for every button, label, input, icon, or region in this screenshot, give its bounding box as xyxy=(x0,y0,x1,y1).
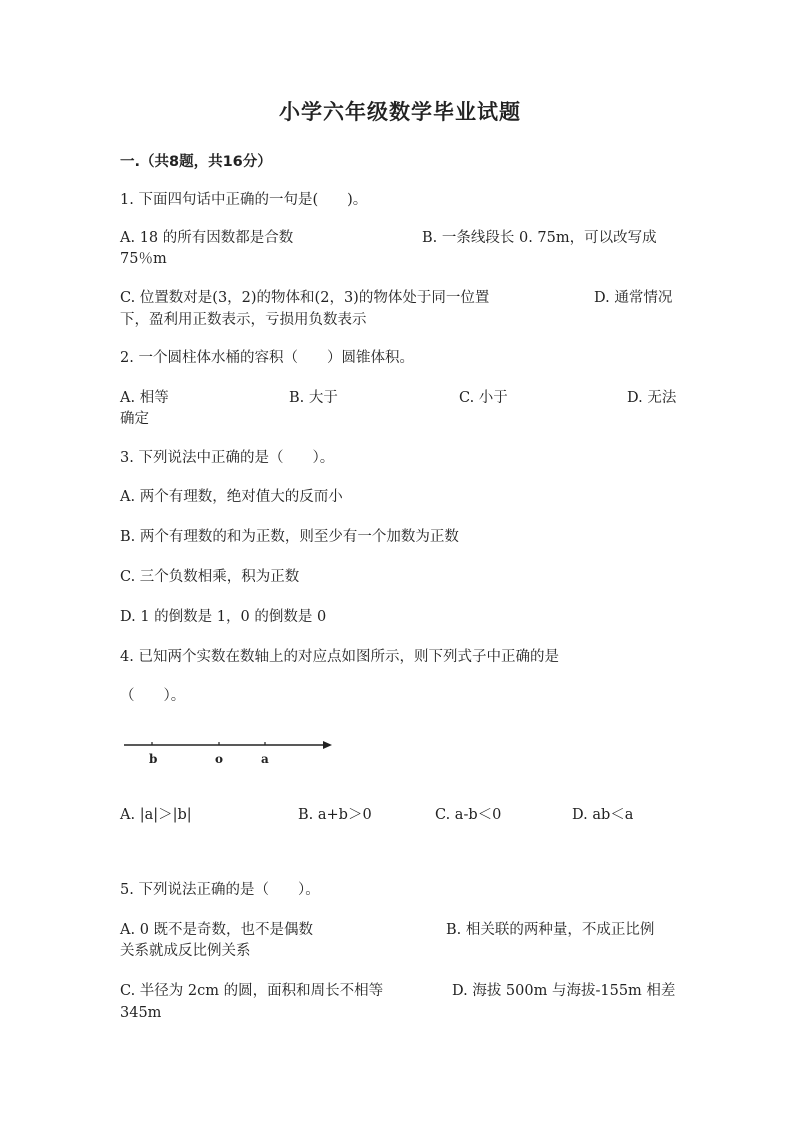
question-3-option-d: D. 1 的倒数是 1，0 的倒数是 0 xyxy=(120,609,327,625)
question-4-option-c: C. a-b＜0 xyxy=(435,807,502,823)
question-4-option-d: D. ab＜a xyxy=(572,807,634,823)
axis-label-b: b xyxy=(149,752,158,766)
question-4-option-b: B. a+b＞0 xyxy=(298,807,372,823)
question-5-option-a: A. 0 既不是奇数，也不是偶数 xyxy=(120,922,314,938)
question-2-option-d-cont: 确定 xyxy=(120,411,149,427)
question-5-option-b: B. 相关联的两种量，不成正比例 xyxy=(446,922,655,938)
question-4-stem-cont: （ ）。 xyxy=(120,688,186,704)
question-1-stem: 1. 下面四句话中正确的一句是( )。 xyxy=(120,192,368,208)
question-4-stem: 4. 已知两个实数在数轴上的对应点如图所示，则下列式子中正确的是 xyxy=(120,649,559,665)
question-3-stem: 3. 下列说法中正确的是（ ）。 xyxy=(120,450,335,466)
question-5-stem: 5. 下列说法正确的是（ ）。 xyxy=(120,882,320,898)
page-title: 小学六年级数学毕业试题 xyxy=(279,100,521,124)
question-5-option-c: C. 半径为 2cm 的圆，面积和周长不相等 xyxy=(120,983,384,999)
number-line-figure xyxy=(120,734,340,774)
question-5-option-d-cont: 345m xyxy=(120,1005,162,1021)
section-heading: 一.（共8题，共16分） xyxy=(120,154,272,170)
question-3-option-b: B. 两个有理数的和为正数，则至少有一个加数为正数 xyxy=(120,529,459,545)
question-4-option-a: A. |a|＞|b| xyxy=(120,807,192,823)
question-3-option-a: A. 两个有理数，绝对值大的反而小 xyxy=(120,489,343,505)
question-1-option-b: B. 一条线段长 0. 75m，可以改写成 xyxy=(422,230,657,246)
question-3-option-c: C. 三个负数相乘，积为正数 xyxy=(120,569,300,585)
number-line xyxy=(120,734,340,754)
axis-label-a: a xyxy=(261,752,269,766)
axis-label-o: o xyxy=(215,752,224,766)
question-1-option-c: C. 位置数对是(3，2)的物体和(2，3)的物体处于同一位置 xyxy=(120,290,490,306)
question-1-option-b-cont: 75％m xyxy=(120,251,167,267)
question-2-option-c: C. 小于 xyxy=(459,390,508,406)
question-5-option-d: D. 海拔 500m 与海拔-155m 相差 xyxy=(452,983,676,999)
question-1-option-d-cont: 下，盈利用正数表示，亏损用负数表示 xyxy=(120,312,367,328)
question-1-option-a: A. 18 的所有因数都是合数 xyxy=(120,230,294,246)
question-2-option-d: D. 无法 xyxy=(627,390,677,406)
question-2-stem: 2. 一个圆柱体水桶的容积（ ）圆锥体积。 xyxy=(120,350,414,366)
question-2-option-b: B. 大于 xyxy=(289,390,338,406)
question-2-option-a: A. 相等 xyxy=(120,390,169,406)
number-line-arrow xyxy=(323,741,332,749)
question-5-option-b-cont: 关系就成反比例关系 xyxy=(120,943,251,959)
question-1-option-d: D. 通常情况 xyxy=(594,290,673,306)
